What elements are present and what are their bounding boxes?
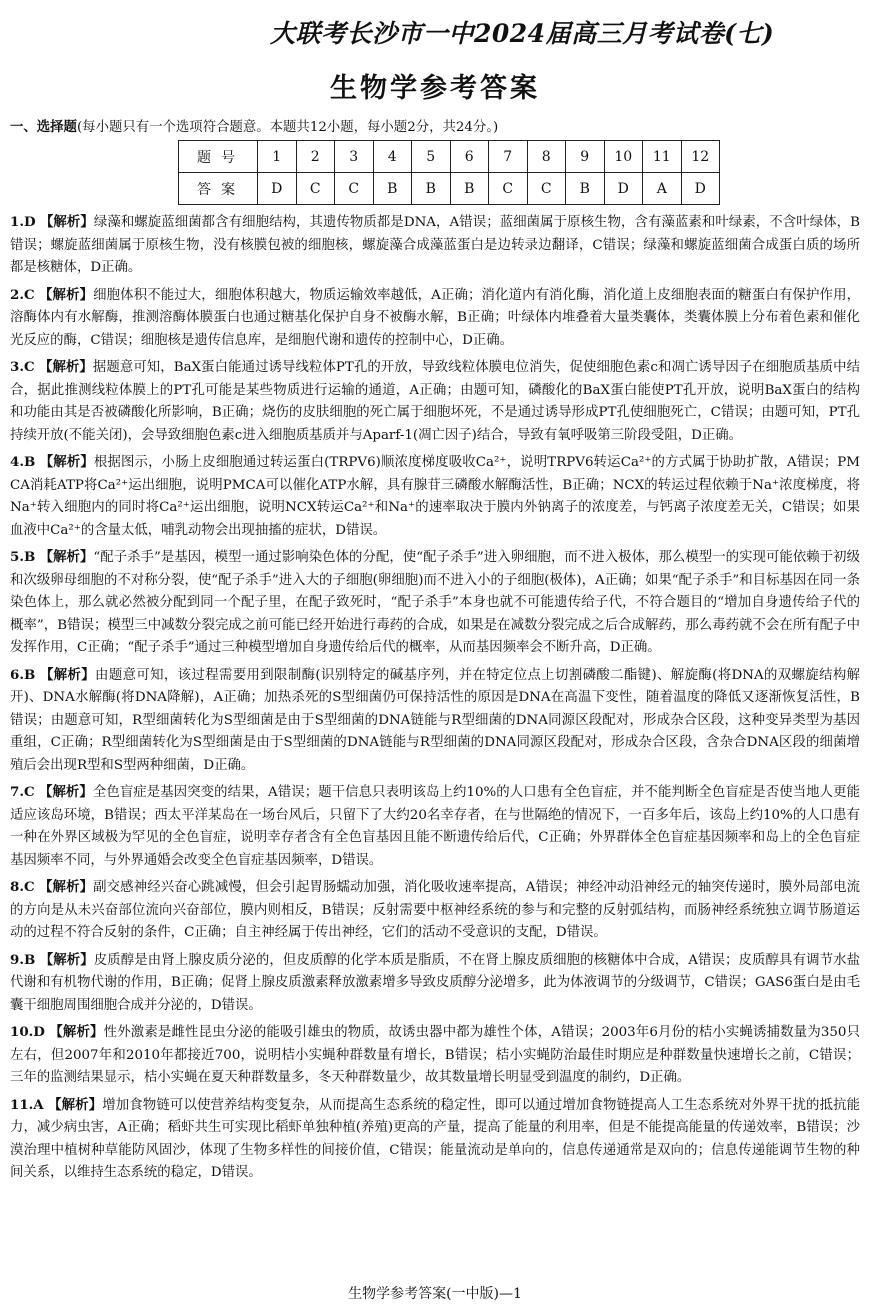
table-cell-number: 6 — [450, 141, 489, 173]
table-header-answer: 答案 — [179, 173, 258, 205]
table-cell-answer: D — [604, 173, 643, 205]
item-tag: 【解析】 — [38, 784, 93, 800]
item-number: 3.C — [10, 359, 35, 375]
section-note: (每小题只有一个选项符合题意。本题共12小题，每小题2分，共24分。) — [76, 120, 499, 135]
item-text: 绿藻和螺旋蓝细菌都含有细胞结构，其遗传物质都是DNA，A错误；蓝细菌属于原核生物，含有藻蓝素和叶绿素，不含叶绿体，B错误；螺旋蓝细菌属于原核生物，没有核膜包被的细胞核，螺旋藻合成藻蓝蛋白是边转录边翻译，C错误；绿藻和螺旋蓝细菌合成蛋白质的场所都是核糖体，D正确。 — [10, 215, 860, 275]
explanation-item — [10, 876, 860, 945]
table-cell-answer: C — [335, 173, 374, 205]
item-number: 1.D — [10, 214, 36, 230]
item-tag: 【解析】 — [39, 454, 94, 470]
item-text: 性外激素是雌性昆虫分泌的能吸引雄虫的物质，故诱虫器中都为雄性个体，A错误；2003年6月份的桔小实蝇诱捕数量为350只左右，但2007年和2010年都接近700，说明桔小实蝇种群数量有增长，B错误；桔小实蝇防治最佳时期应是种群数量快速增长之前，C错误；三年的监测结果显示，桔小实蝇在夏天种群数量多，冬天种群数量少，故其数量增长明显受到温度的制约，D正确。 — [10, 1025, 861, 1085]
table-cell-number: 2 — [296, 141, 335, 173]
item-number: 6.B — [10, 666, 36, 683]
item-text: 细胞体积不能过大，细胞体积越大，物质运输效率越低，A正确；消化道内有消化酶，消化道上皮细胞表面的糖蛋白有保护作用，溶酶体内有水解酶，推测溶酶体膜蛋白也通过糖基化保护自身不被酶水解，B正确；叶绿体内堆叠着大量类囊体，类囊体膜上分布着色素和催化光反应的酶，C错误；细胞核是遗传信息库，是细胞代谢和遗传的控制中心，D正确。 — [10, 287, 860, 348]
item-tag: 【解析】 — [49, 1024, 104, 1040]
item-tag: 【解析】 — [39, 286, 94, 303]
explanation-item — [10, 211, 860, 280]
item-tag: 【解析】 — [39, 214, 94, 230]
explanation-item — [10, 1021, 860, 1090]
item-number: 8.C — [10, 879, 35, 895]
page-footer: 生物学参考答案(一中版)—1 — [348, 1286, 522, 1302]
table-cell-answer: A — [643, 173, 682, 205]
item-text: 增加食物链可以使营养结构变复杂，从而提高生态系统的稳定性，即可以通过增加食物链提高人工生态系统对外界干扰的抵抗能力，减少病虫害，A正确；稻虾共生可实现比稻虾单独种植(养殖)更高的产量，提高了能量的利用率，但是不能提高能量的传递效率，B错误；沙漠治理中植树种草能防风固沙，体现了生物多样性的间接价值，C错误；能量流动是单向的，信息传递通常是双向的；信息传递能调节生物的种间关系，以维持生态系统的稳定，D错误。 — [10, 1097, 860, 1180]
table-cell-answer: D — [681, 173, 720, 205]
table-cell-number: 11 — [643, 141, 682, 173]
section-heading — [10, 116, 498, 135]
explanation-item — [10, 451, 860, 542]
table-cell-number: 4 — [373, 141, 412, 173]
table-cell-answer: C — [296, 173, 335, 205]
table-cell-answer: C — [527, 173, 566, 205]
item-number: 5.B — [10, 549, 36, 565]
answer-table-number-row — [179, 141, 720, 173]
explanation-item — [10, 546, 860, 660]
explanation-item — [10, 1094, 860, 1185]
explanation-item — [10, 781, 860, 872]
table-cell-answer: B — [412, 173, 451, 205]
item-number: 7.C — [10, 784, 35, 800]
explanation-item — [10, 356, 860, 447]
item-tag: 【解析】 — [48, 1096, 103, 1113]
exam-title: 大联考长沙市一中2024届高三月考试卷(七) — [270, 19, 775, 48]
item-number: 4.B — [10, 454, 36, 470]
item-text: 皮质醇是由肾上腺皮质分泌的，但皮质醇的化学本质是脂质，不在肾上腺皮质细胞的核糖体中合成，A错误；皮质醇具有调节水盐代谢和有机物代谢的作用，B正确；促肾上腺皮质激素释放激素增多导致皮质醇分泌增多，此为体液调节的分级调节，C错误；GAS6蛋白是由毛囊干细胞周围细胞合成并分泌的，D错误。 — [10, 952, 861, 1013]
item-number: 9.B — [10, 951, 36, 968]
table-header-number: 题号 — [179, 141, 258, 173]
explanation-item — [10, 949, 860, 1018]
table-cell-number: 5 — [412, 141, 451, 173]
item-number: 2.C — [10, 286, 35, 303]
item-tag: 【解析】 — [39, 549, 94, 565]
table-cell-number: 7 — [489, 141, 528, 173]
item-text: 由题意可知，该过程需要用到限制酶(识别特定的碱基序列，并在特定位点上切割磷酸二酯键)、解旋酶(将DNA的双螺旋结构解开)、DNA水解酶(将DNA降解)，A正确；加热杀死的S型细菌仍可保持活性的原因是DNA在高温下变性，随着温度的降低又逐渐恢复活性，B错误；由题意可知，R型细菌转化为S型细菌是由于S型细菌的DNA链能与R型细菌的DNA同源区段配对，形成杂合区段，这种变异类型为基因重组，C正确；R型细菌转化为S型细菌是由于S型细菌的DNA链能与R型细菌的DNA同源区段配对，形成杂合区段，含杂合DNA区段的细菌增殖后会出现R型和S型两种细菌，D正确。 — [10, 667, 861, 773]
table-cell-number: 10 — [604, 141, 643, 173]
explanation-list — [10, 211, 860, 1189]
item-number: 10.D — [10, 1024, 45, 1040]
table-cell-number: 8 — [527, 141, 566, 173]
item-tag: 【解析】 — [39, 879, 94, 895]
section-label: 一、选择题 — [10, 119, 77, 135]
explanation-item — [10, 284, 860, 353]
item-tag: 【解析】 — [39, 666, 96, 683]
item-tag: 【解析】 — [39, 951, 94, 968]
item-text: 全色盲症是基因突变的结果，A错误；题干信息只表明该岛上约10%的人口患有全色盲症，并不能判断全色盲症是否使当地人更能适应该岛环境，B错误；西太平洋某岛在一场台风后，只留下了大约20名幸存者，在与世隔绝的情况下，一百多年后，该岛上约10%的人口患有一种在外界区域极为罕见的全色盲症，说明幸存者含有全色盲基因且能不断遗传给后代，C正确；外界群体全色盲症基因频率和岛上的全色盲症基因频率不同，与外界通婚会改变全色盲症基因频率，D错误。 — [10, 785, 860, 868]
page-title: 生物学参考答案 — [330, 73, 540, 104]
item-text: 据题意可知，BaX蛋白能通过诱导线粒体PT孔的开放，导致线粒体膜电位消失，促使细胞色素c和凋亡诱导因子在细胞质基质中结合，据此推测线粒体膜上的PT孔可能是某些物质进行运输的通道，A正确；由题可知，磷酸化的BaX蛋白能使PT孔开放，说明BaX蛋白的结构和功能由其是否被磷酸化所影响，B正确；烧伤的皮肤细胞的死亡属于细胞坏死，不是通过诱导形成PT孔使细胞死亡，C错误；由题可知，PT孔持续开放(不能关闭)，会导致细胞色素c进入细胞质基质并与Aparf-1(凋亡因子)结合，导致有氧呼吸第三阶段受阻，D正确。 — [10, 360, 860, 443]
table-cell-number: 3 — [335, 141, 374, 173]
table-cell-answer: B — [566, 173, 605, 205]
table-cell-answer: C — [489, 173, 528, 205]
item-text: 副交感神经兴奋心跳减慢，但会引起胃肠蠕动加强，消化吸收速率提高，A错误；神经冲动沿神经元的轴突传递时，膜外局部电流的方向是从未兴奋部位流向兴奋部位，膜内则相反，B错误；反射需要中枢神经系统的参与和完整的反射弧结构，而肠神经系统独立调节肠道运动的过程不符合反射的条件，C正确；自主神经属于传出神经，它们的活动不受意识的支配，D错误。 — [10, 880, 860, 940]
table-cell-number: 9 — [566, 141, 605, 173]
table-cell-answer: D — [258, 173, 297, 205]
answer-table-answer-row — [179, 173, 720, 205]
table-cell-answer: B — [373, 173, 412, 205]
table-cell-number: 1 — [258, 141, 297, 173]
explanation-item — [10, 664, 860, 778]
table-cell-answer: B — [450, 173, 489, 205]
item-text: “配子杀手”是基因，模型一通过影响染色体的分配，使“配子杀手”进入卵细胞，而不进入极体，那么模型一的实现可能依赖于初级和次级卵母细胞的不对称分裂，使“配子杀手”进入大的子细胞(卵细胞)而不进入小的子细胞(极体)，A正确；如果“配子杀手”和目标基因在同一条染色体上，那么就必然被分配到同一个配子里，在配子致死时，“配子杀手”本身也就不可能遗传给子代，不符合题目的“增加自身遗传给子代的概率”，B错误；模型三中减数分裂完成之前可能已经开始进行毒药的合成，如果是在减数分裂完成之后合成解药，那么毒药就不会在所有配子中发挥作用，C正确；“配子杀手”通过三种模型增加自身遗传给后代的概率，从而基因频率会不断升高，D正确。 — [10, 550, 861, 655]
answer-table — [178, 140, 720, 205]
item-number: 11.A — [10, 1096, 44, 1113]
item-text: 根据图示，小肠上皮细胞通过转运蛋白(TRPV6)顺浓度梯度吸收Ca²⁺，说明TRPV6转运Ca²⁺的方式属于协助扩散，A错误；PMCA消耗ATP将Ca²⁺运出细胞，说明PMCA可以催化ATP水解，具有腺苷三磷酸水解酶活性，B正确；NCX的转运过程依赖于Na⁺浓度梯度，将Na⁺转入细胞内的同时将Ca²⁺运出细胞，说明NCX转运Ca²⁺和Na⁺的速率取决于膜内外钠离子的浓度差，与钙离子浓度差无关，C错误；如果血液中Ca²⁺的含量太低，哺乳动物会出现抽搐的症状，D错误。 — [10, 455, 861, 538]
table-cell-number: 12 — [681, 141, 720, 173]
item-tag: 【解析】 — [38, 359, 93, 375]
